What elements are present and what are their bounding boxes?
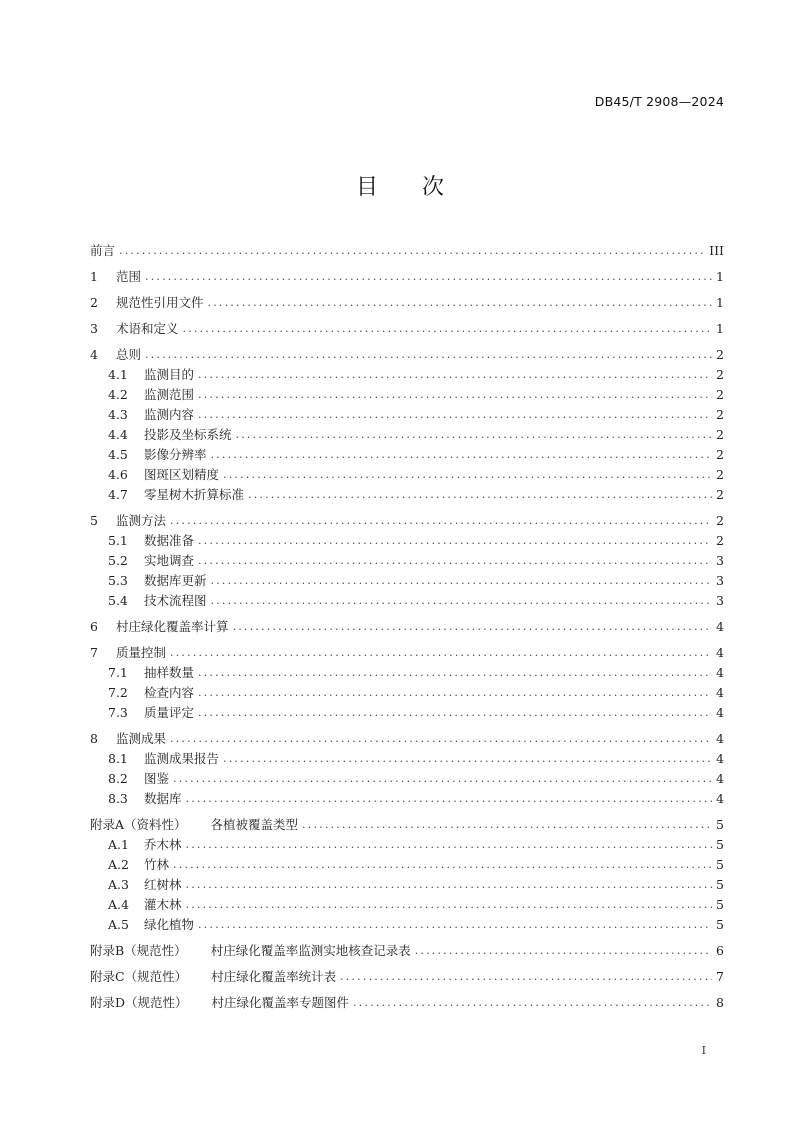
document-code: DB45/T 2908—2024 — [594, 94, 724, 109]
dot-leader — [415, 942, 712, 960]
toc-entry-number: 4.7 — [108, 487, 128, 502]
toc-entry-page: 4 — [716, 665, 724, 680]
toc-entry[interactable] — [90, 294, 724, 312]
toc-entry-number: 5 — [90, 513, 98, 528]
toc-entry-label: 监测内容 — [144, 407, 195, 422]
toc-entry-page: 1 — [716, 321, 724, 336]
toc-entry-page: 6 — [716, 943, 724, 958]
dot-leader — [173, 770, 712, 788]
toc-entry[interactable] — [90, 512, 724, 530]
toc-entry-number: 2 — [90, 295, 98, 310]
toc-entry-page: 5 — [716, 817, 724, 832]
toc-entry-label: 乔木林 — [144, 837, 182, 852]
footer-page-number: I — [701, 1044, 706, 1057]
dot-leader — [186, 896, 712, 914]
toc-entry-label: 总则 — [116, 347, 142, 362]
toc-entry-label: 图鉴 — [144, 771, 170, 786]
toc-entry-number: 4.4 — [108, 427, 128, 442]
toc-entry[interactable] — [90, 704, 724, 722]
toc-entry-number: 7.1 — [108, 665, 128, 680]
toc-entry[interactable] — [90, 532, 724, 550]
toc-entry-label: 绿化植物 — [144, 917, 195, 932]
dot-leader — [186, 836, 712, 854]
toc-entry-page: 1 — [716, 295, 724, 310]
toc-entry-label: 质量控制 — [116, 645, 167, 660]
toc-entry[interactable] — [90, 346, 724, 364]
toc-entry-label: 监测目的 — [144, 367, 195, 382]
dot-leader — [145, 268, 712, 286]
toc-entry-number: 8.3 — [108, 791, 128, 806]
dot-leader — [198, 704, 712, 722]
dot-leader — [211, 446, 712, 464]
toc-entry[interactable] — [90, 552, 724, 570]
toc-entry-label: 村庄绿化覆盖率专题图件 — [211, 995, 350, 1010]
dot-leader — [198, 552, 712, 570]
toc-entry-number: 5.4 — [108, 593, 128, 608]
toc-entry-label: 影像分辨率 — [144, 447, 207, 462]
toc-entry-page: 2 — [716, 387, 724, 402]
toc-entry-label: 数据库 — [144, 791, 182, 806]
toc-entry-page: 2 — [716, 513, 724, 528]
dot-leader — [119, 242, 705, 260]
toc-entry-number: 7.3 — [108, 705, 128, 720]
toc-entry-number: 1 — [90, 269, 98, 284]
toc-entry[interactable] — [90, 268, 724, 286]
toc-entry[interactable] — [90, 770, 724, 788]
dot-leader — [211, 592, 712, 610]
toc-entry-number: 7 — [90, 645, 98, 660]
toc-entry-page: 4 — [716, 645, 724, 660]
toc-entry-page: 5 — [716, 837, 724, 852]
dot-leader — [170, 730, 712, 748]
toc-entry-number: 4.2 — [108, 387, 128, 402]
toc-entry-page: III — [709, 243, 724, 258]
toc-entry-label: 规范性引用文件 — [116, 295, 204, 310]
toc-entry-page: 4 — [716, 619, 724, 634]
toc-entry[interactable] — [90, 466, 724, 484]
toc-entry[interactable] — [90, 486, 724, 504]
toc-entry-page: 5 — [716, 877, 724, 892]
toc-entry-page: 4 — [716, 791, 724, 806]
toc-entry-number: 4.5 — [108, 447, 128, 462]
toc-entry-label: 村庄绿化覆盖率计算 — [116, 619, 229, 634]
toc-entry-number: 7.2 — [108, 685, 128, 700]
toc-entry-number: A.3 — [108, 877, 129, 892]
toc-entry[interactable] — [90, 664, 724, 682]
toc-entry-label: 图斑区划精度 — [144, 467, 220, 482]
toc-entry[interactable] — [90, 426, 724, 444]
toc-entry-label: 监测成果 — [116, 731, 167, 746]
toc-entry-label: 村庄绿化覆盖率统计表 — [211, 969, 337, 984]
toc-entry-number: 8 — [90, 731, 98, 746]
dot-leader — [170, 644, 712, 662]
toc-entry-page: 5 — [716, 897, 724, 912]
toc-entry-number: A.4 — [108, 897, 129, 912]
toc-entry-number: 4 — [90, 347, 98, 362]
toc-entry-label: 监测成果报告 — [144, 751, 220, 766]
toc-entry-number: 8.2 — [108, 771, 128, 786]
dot-leader — [353, 994, 712, 1012]
title-char-1: 目 — [355, 175, 378, 200]
toc-entry[interactable] — [90, 618, 724, 636]
toc-entry-label: 实地调查 — [144, 553, 195, 568]
dot-leader — [233, 618, 712, 636]
dot-leader — [340, 968, 712, 986]
toc-entry-number: 4.1 — [108, 367, 128, 382]
toc-entry[interactable] — [90, 644, 724, 662]
toc-entry-label: 范围 — [116, 269, 142, 284]
toc-entry-page: 2 — [716, 407, 724, 422]
toc-entry-page: 2 — [716, 347, 724, 362]
toc-entry-page: 1 — [716, 269, 724, 284]
toc-entry[interactable] — [90, 684, 724, 702]
toc-entry-number: 附录B（规范性） — [90, 943, 187, 958]
toc-entry-label: 红树林 — [144, 877, 182, 892]
toc-entry-label: 各植被覆盖类型 — [210, 817, 299, 832]
dot-leader — [145, 346, 712, 364]
toc-entry[interactable] — [90, 730, 724, 748]
toc-entry[interactable] — [90, 836, 724, 854]
toc-entry-label: 术语和定义 — [116, 321, 179, 336]
toc-entry-number: 3 — [90, 321, 98, 336]
toc-entry-label: 投影及坐标系统 — [144, 427, 232, 442]
toc-entry-label: 数据库更新 — [144, 573, 207, 588]
toc-entry-page: 2 — [716, 467, 724, 482]
toc-entry-label: 监测方法 — [116, 513, 167, 528]
dot-leader — [236, 426, 712, 444]
toc-entry[interactable] — [90, 446, 724, 464]
toc-entry-page: 8 — [716, 995, 724, 1010]
dot-leader — [186, 876, 712, 894]
toc-entry-number: 8.1 — [108, 751, 128, 766]
dot-leader — [211, 572, 712, 590]
toc-entry-label: 质量评定 — [144, 705, 195, 720]
toc-entry-number: A.2 — [108, 857, 129, 872]
dot-leader — [223, 750, 712, 768]
toc-entry[interactable] — [90, 942, 724, 960]
toc-entry-number: 4.3 — [108, 407, 128, 422]
page-title — [0, 170, 800, 201]
dot-leader — [198, 406, 712, 424]
dot-leader — [302, 816, 712, 834]
toc-entry[interactable] — [90, 386, 724, 404]
toc-entry-number: 5.1 — [108, 533, 128, 548]
toc-entry[interactable] — [90, 366, 724, 384]
toc-entry-label: 竹林 — [144, 857, 170, 872]
toc-entry-label: 零星树木折算标准 — [144, 487, 245, 502]
toc-entry-label: 技术流程图 — [144, 593, 207, 608]
toc-entry-page: 4 — [716, 705, 724, 720]
dot-leader — [198, 386, 712, 404]
toc-entry[interactable] — [90, 876, 724, 894]
toc-entry-page: 3 — [716, 553, 724, 568]
dot-leader — [198, 916, 712, 934]
toc-entry-number: 5.3 — [108, 573, 128, 588]
toc-entry-label: 监测范围 — [144, 387, 195, 402]
title-char-2: 次 — [422, 175, 445, 200]
toc-entry-label: 检查内容 — [144, 685, 195, 700]
toc-entry-page: 4 — [716, 731, 724, 746]
toc-entry-page: 2 — [716, 487, 724, 502]
toc-entry-number: 附录A（资料性） — [90, 817, 187, 832]
dot-leader — [248, 486, 712, 504]
dot-leader — [186, 790, 712, 808]
toc-entry-number: A.5 — [108, 917, 129, 932]
toc-entry[interactable] — [90, 572, 724, 590]
dot-leader — [198, 664, 712, 682]
toc-entry[interactable] — [90, 242, 724, 260]
dot-leader — [173, 856, 712, 874]
dot-leader — [198, 532, 712, 550]
toc-entry-number: 4.6 — [108, 467, 128, 482]
toc-entry-page: 2 — [716, 447, 724, 462]
toc-entry-page: 2 — [716, 427, 724, 442]
toc-entry-number: 附录D（规范性） — [90, 995, 188, 1010]
toc-entry-label: 数据准备 — [144, 533, 195, 548]
toc-entry-page: 3 — [716, 573, 724, 588]
toc-entry[interactable] — [90, 916, 724, 934]
toc-entry-label: 村庄绿化覆盖率监测实地核查记录表 — [210, 943, 411, 958]
toc-entry[interactable] — [90, 994, 724, 1012]
toc-entry-page: 5 — [716, 857, 724, 872]
toc-entry[interactable] — [90, 320, 724, 338]
dot-leader — [198, 684, 712, 702]
dot-leader — [198, 366, 712, 384]
toc-entry[interactable] — [90, 592, 724, 610]
toc-entry-page: 4 — [716, 771, 724, 786]
toc-entry[interactable] — [90, 896, 724, 914]
dot-leader — [170, 512, 712, 530]
toc-entry-page: 5 — [716, 917, 724, 932]
toc-entry-number: 6 — [90, 619, 98, 634]
toc-entry-number: 5.2 — [108, 553, 128, 568]
dot-leader — [183, 320, 712, 338]
toc-entry[interactable] — [90, 968, 724, 986]
toc-entry-number: A.1 — [108, 837, 129, 852]
toc-entry[interactable] — [90, 790, 724, 808]
toc-entry-page: 2 — [716, 533, 724, 548]
toc-entry-label: 灌木林 — [144, 897, 182, 912]
toc-entry-page: 3 — [716, 593, 724, 608]
toc-entry-page: 2 — [716, 367, 724, 382]
toc-entry-page: 4 — [716, 751, 724, 766]
toc-entry[interactable] — [90, 406, 724, 424]
toc-entry-label: 抽样数量 — [144, 665, 195, 680]
toc-entry-number: 附录C（规范性） — [90, 969, 188, 984]
toc-entry[interactable] — [90, 816, 724, 834]
toc-entry-label: 前言 — [90, 243, 116, 258]
dot-leader — [208, 294, 712, 312]
toc-entry[interactable] — [90, 856, 724, 874]
toc-entry[interactable] — [90, 750, 724, 768]
toc-entry-page: 7 — [716, 969, 724, 984]
dot-leader — [223, 466, 712, 484]
toc-entry-page: 4 — [716, 685, 724, 700]
